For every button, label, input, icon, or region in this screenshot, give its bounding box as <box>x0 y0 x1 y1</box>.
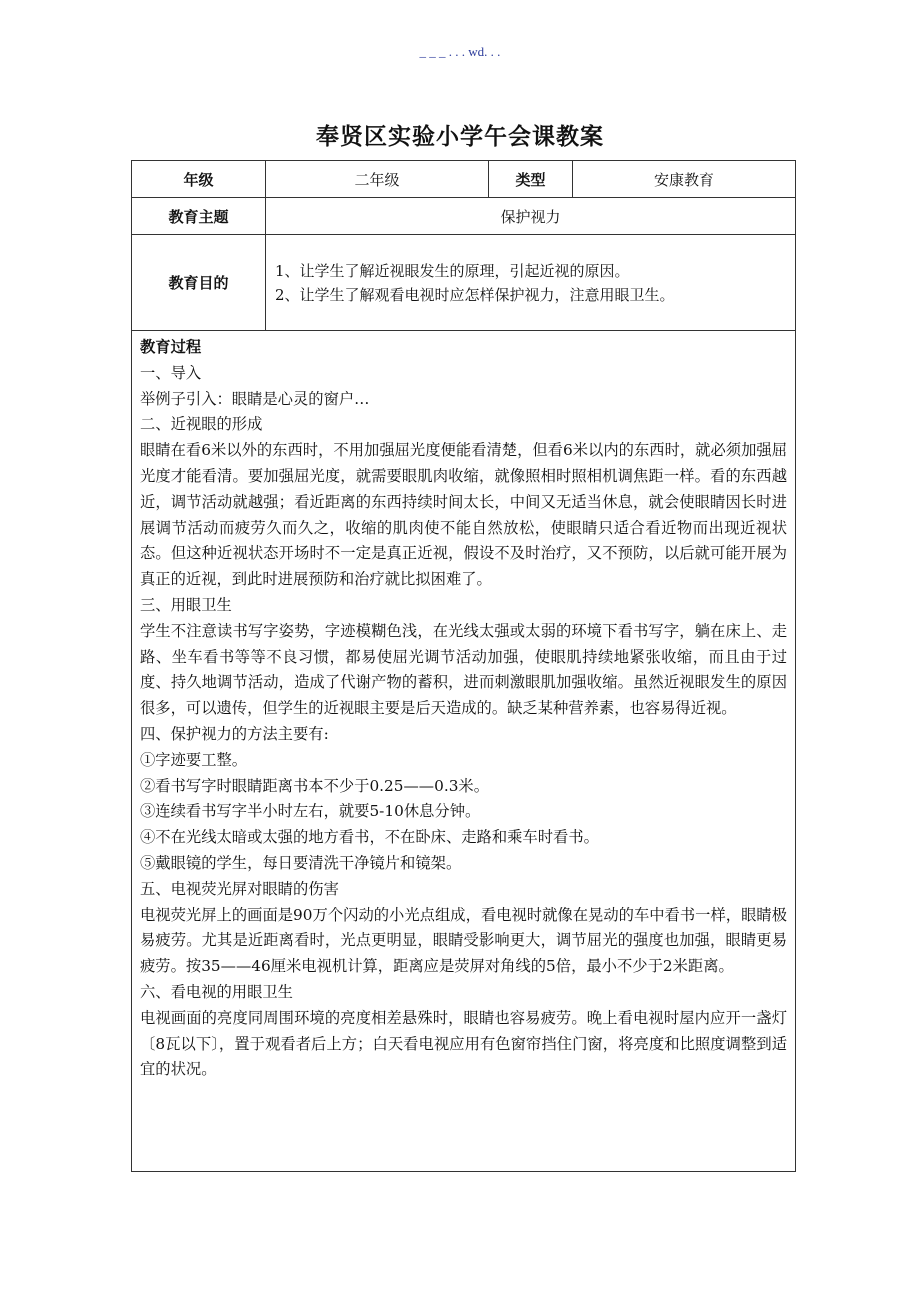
type-label: 类型 <box>489 161 573 198</box>
goal-list <box>266 235 796 331</box>
goal-item: 2、让学生了解观看电视时应怎样保护视力，注意用眼卫生。 <box>275 285 675 304</box>
lesson-plan-table <box>131 160 796 1172</box>
grade-value: 二年级 <box>266 161 489 198</box>
method-item: ⑤戴眼镜的学生，每日要清洗干净镜片和镜架。 <box>140 853 462 872</box>
paragraph-tv-harm: 电视荧光屏上的画面是90万个闪动的小光点组成，看电视时就像在晃动的车中看书一样，眼睛极易疲劳。尤其是近距离看时，光点更明显，眼睛受影响更大，调节屈光的强度也加强，眼睛更易疲劳。按35——46厘米电视机计算，距离应是荧屏对角线的5倍，最小不少于2米距离。 <box>140 905 787 976</box>
method-item: ②看书写字时眼睛距离书本不少于0.25——0.3米。 <box>140 776 490 795</box>
section-heading-intro: 一、导入 <box>140 363 202 382</box>
grade-label: 年级 <box>132 161 266 198</box>
paragraph-eye-hygiene: 学生不注意读书写字姿势，字迹模糊色浅，在光线太强或太弱的环境下看书写字，躺在床上、走路、坐车看书等等不良习惯，都易使屈光调节活动加强，使眼肌持续地紧张收缩，而且由于过度、持久地调节活动，造成了代谢产物的蓄积，进而刺激眼肌加强收缩。虽然近视眼发生的原因很多，可以遗传，但学生的近视眼主要是后天造成的。缺乏某种营养素，也容易得近视。 <box>140 621 787 718</box>
paragraph-intro: 举例子引入：眼睛是心灵的窗户… <box>140 389 370 408</box>
section-heading-protection-methods: 四、保护视力的方法主要有: <box>140 724 329 743</box>
theme-value: 保护视力 <box>266 198 796 235</box>
method-item: ④不在光线太暗或太强的地方看书，不在卧床、走路和乘车时看书。 <box>140 828 599 847</box>
goal-label: 教育目的 <box>132 235 266 331</box>
goal-item: 1、让学生了解近视眼发生的原理，引起近视的原因。 <box>275 261 630 280</box>
method-item: ①字迹要工整。 <box>140 750 248 769</box>
paragraph-tv-hygiene: 电视画面的亮度同周围环境的亮度相差悬殊时，眼睛也容易疲劳。晚上看电视时屋内应开一盏灯〔8瓦以下〕，置于观看者后上方；白天看电视应用有色窗帘挡住门窗，将亮度和比照度调整到适宜的状况。 <box>140 1008 787 1079</box>
goal-row <box>132 235 796 331</box>
theme-row <box>132 198 796 235</box>
header-watermark: _ _ _ . . . wd. . . <box>419 44 501 59</box>
grade-type-row <box>132 161 796 198</box>
section-heading-tv-harm: 五、电视荧光屏对眼睛的伤害 <box>140 879 339 898</box>
process-heading: 教育过程 <box>140 338 202 356</box>
page-title: 奉贤区实验小学午会课教案 <box>316 124 604 150</box>
section-heading-myopia-formation: 二、近视眼的形成 <box>140 415 263 434</box>
process-row <box>132 331 796 1172</box>
section-heading-eye-hygiene: 三、用眼卫生 <box>140 595 232 614</box>
process-section <box>132 331 796 1172</box>
paragraph-myopia-formation: 眼睛在看6米以外的东西时，不用加强屈光度便能看清楚，但看6米以内的东西时，就必须加强屈光度才能看清。要加强屈光度，就需要眼肌肉收缩，就像照相时照相机调焦距一样。看的东西越近，调节活动就越强；看近距离的东西持续时间太长，中间又无适当休息，就会使眼睛因长时进展调节活动而疲劳久而久之，收缩的肌肉使不能自然放松，使眼睛只适合看近物而出现近视状态。但这种近视状态开场时不一定是真正近视，假设不及时治疗，又不预防，以后就可能开展为真正的近视，到此时进展预防和治疗就比拟困难了。 <box>140 441 787 589</box>
section-heading-tv-hygiene: 六、看电视的用眼卫生 <box>140 982 293 1001</box>
type-value: 安康教育 <box>573 161 796 198</box>
theme-label: 教育主题 <box>132 198 266 235</box>
method-item: ③连续看书写字半小时左右，就要5-10休息分钟。 <box>140 802 481 821</box>
